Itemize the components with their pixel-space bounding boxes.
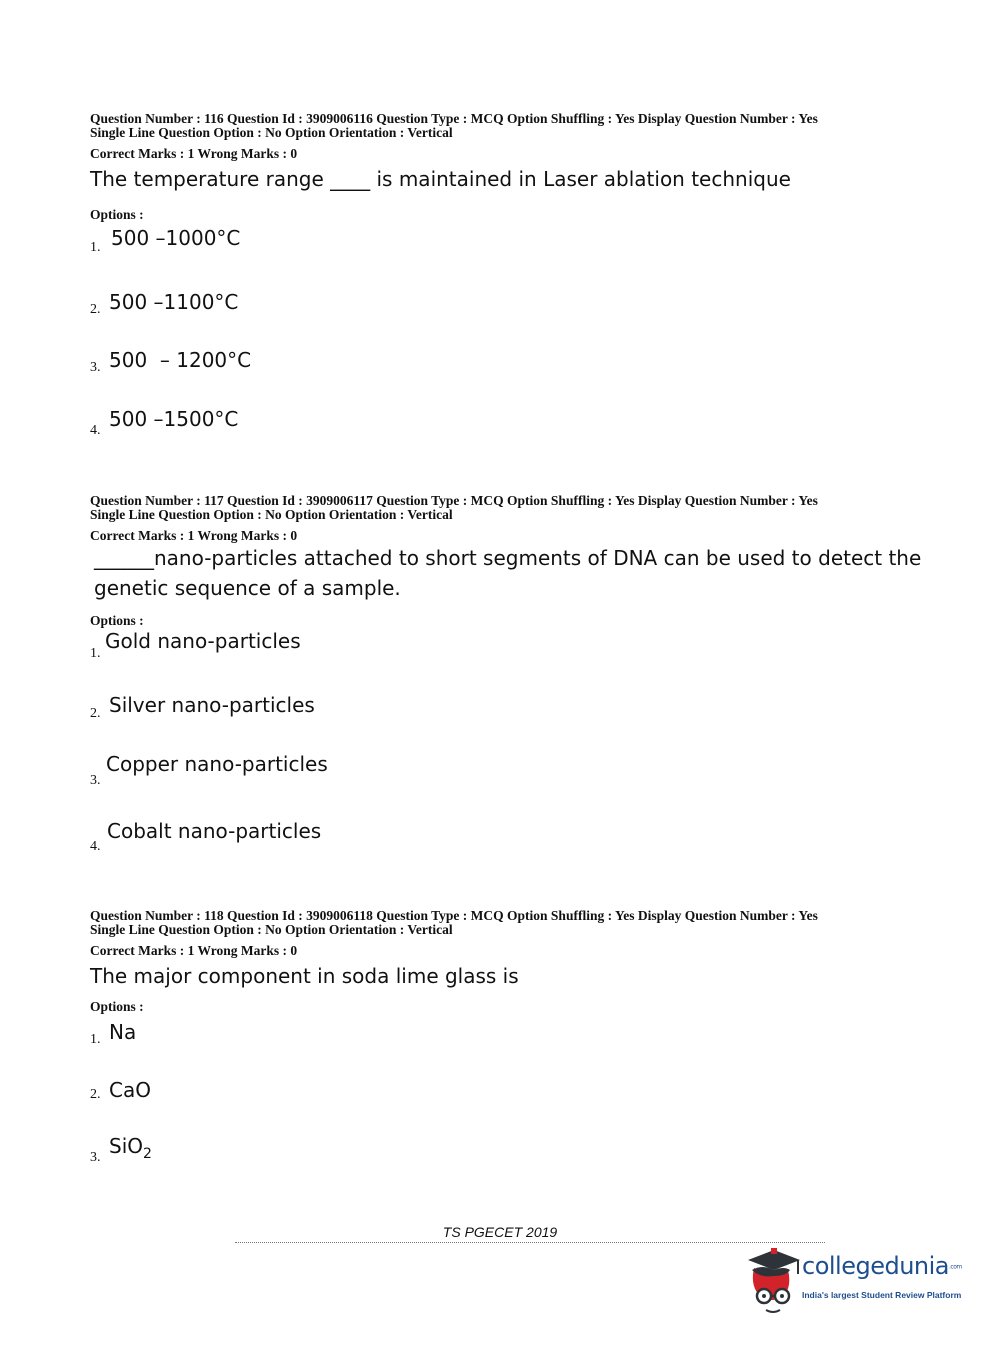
q116-option-3[interactable]: 500 – 1200°C bbox=[109, 348, 252, 372]
q118-option-2-number: 2. bbox=[90, 1087, 101, 1102]
brand-tagline: India's largest Student Review Platform bbox=[802, 1290, 962, 1300]
q117-question-line2: genetic sequence of a sample. bbox=[94, 576, 401, 600]
q118-option-3-formula: SiO bbox=[109, 1134, 143, 1158]
q116-options-label: Options : bbox=[90, 207, 144, 222]
q118-options-label: Options : bbox=[90, 999, 144, 1014]
exam-footer: TS PGECET 2019 bbox=[442, 1224, 558, 1240]
q118-option-1-number: 1. bbox=[90, 1032, 101, 1047]
footer-divider bbox=[235, 1242, 825, 1247]
q116-meta bbox=[90, 112, 910, 140]
q117-meta-line1: Question Number : 117 Question Id : 3909006117 Question Type : MCQ Option Shuffling : Yes Display Question Number : Yes bbox=[90, 493, 818, 508]
q116-option-1[interactable]: 500 –1000°C bbox=[111, 226, 241, 250]
q117-option-1[interactable]: Gold nano-particles bbox=[105, 629, 301, 653]
q116-option-4[interactable]: 500 –1500°C bbox=[109, 407, 239, 431]
q117-option-1-number: 1. bbox=[90, 646, 101, 661]
q118-question-text: The major component in soda lime glass is bbox=[90, 964, 519, 988]
q117-option-3[interactable]: Copper nano-particles bbox=[106, 752, 328, 776]
q116-meta-line1: Question Number : 116 Question Id : 3909006116 Question Type : MCQ Option Shuffling : Yes Display Question Number : Yes bbox=[90, 111, 818, 126]
q116-marks: Correct Marks : 1 Wrong Marks : 0 bbox=[90, 146, 298, 161]
q117-option-2-number: 2. bbox=[90, 706, 101, 721]
graduate-mascot-icon bbox=[740, 1246, 802, 1316]
q118-option-2[interactable]: CaO bbox=[109, 1078, 151, 1102]
q116-option-2[interactable]: 500 –1100°C bbox=[109, 290, 239, 314]
q117-option-4-number: 4. bbox=[90, 839, 101, 854]
q116-option-1-number: 1. bbox=[90, 240, 101, 255]
q118-meta-line2: Single Line Question Option : No Option Orientation : Vertical bbox=[90, 922, 453, 937]
q118-meta-line1: Question Number : 118 Question Id : 3909006118 Question Type : MCQ Option Shuffling : Yes Display Question Number : Yes bbox=[90, 908, 818, 923]
q118-meta bbox=[90, 909, 910, 937]
q117-option-4[interactable]: Cobalt nano-particles bbox=[107, 819, 322, 843]
q117-option-2[interactable]: Silver nano-particles bbox=[109, 693, 315, 717]
collegedunia-logo[interactable] bbox=[740, 1246, 970, 1316]
q116-option-4-number: 4. bbox=[90, 423, 101, 438]
q117-options-label: Options : bbox=[90, 613, 144, 628]
q116-question-text: The temperature range ____ is maintained in Laser ablation technique bbox=[90, 167, 791, 191]
brand-name bbox=[802, 1252, 962, 1280]
q117-question-text bbox=[94, 543, 924, 603]
q118-marks: Correct Marks : 1 Wrong Marks : 0 bbox=[90, 943, 298, 958]
brand-name-text: collegedunia bbox=[802, 1252, 950, 1280]
brand-suffix: .com bbox=[949, 1263, 962, 1271]
q117-option-3-number: 3. bbox=[90, 773, 101, 788]
q118-option-3-number: 3. bbox=[90, 1150, 101, 1165]
q118-option-3-subscript: 2 bbox=[143, 1146, 152, 1162]
q117-question-line1: ______nano-particles attached to short segments of DNA can be used to detect the bbox=[94, 546, 922, 570]
q117-meta bbox=[90, 494, 910, 522]
q116-option-2-number: 2. bbox=[90, 302, 101, 317]
q117-marks: Correct Marks : 1 Wrong Marks : 0 bbox=[90, 528, 298, 543]
q116-option-3-number: 3. bbox=[90, 360, 101, 375]
q116-meta-line2: Single Line Question Option : No Option Orientation : Vertical bbox=[90, 125, 453, 140]
q118-option-1[interactable]: Na bbox=[109, 1020, 137, 1044]
q117-meta-line2: Single Line Question Option : No Option Orientation : Vertical bbox=[90, 507, 453, 522]
q118-option-3[interactable] bbox=[109, 1134, 152, 1162]
